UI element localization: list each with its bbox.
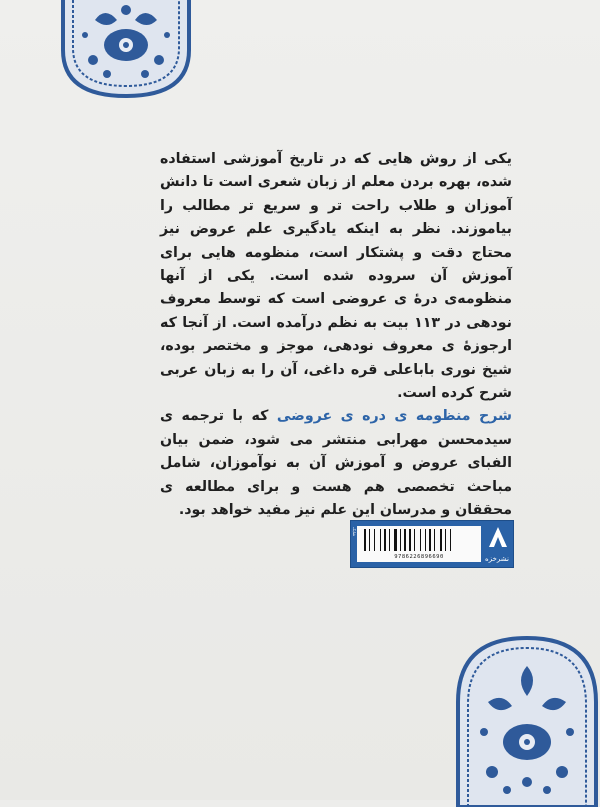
barcode-stripe <box>374 529 375 551</box>
barcode-stripe <box>387 529 388 551</box>
barcode-stripe <box>409 529 411 551</box>
isbn-barcode-block <box>350 520 514 568</box>
floral-ornament-icon <box>452 632 600 807</box>
publisher-name: نشرخزه <box>485 555 509 563</box>
description-paragraph-2-text: که با ترجمه ی سیدمحسن مهرابی منتشر می شود، ضمن بیان الفبای عروض و آموزش آن به نوآموزان، شامل مباحث تخصصی هم هست و برای مطالعه ی محققان و مدرسان این علم نیز مفید خواهد بود. <box>160 408 512 519</box>
barcode-stripe <box>407 529 408 551</box>
barcode-stripe <box>429 529 431 551</box>
isbn-number: 9786226896690 <box>394 554 444 560</box>
barcode-stripe <box>376 529 379 551</box>
barcode-stripe <box>427 529 428 551</box>
barcode-stripe <box>412 529 413 551</box>
barcode <box>357 526 481 562</box>
barcode-stripe <box>382 529 383 551</box>
barcode-stripe <box>404 529 406 551</box>
barcode-stripe <box>389 529 390 551</box>
barcode-stripe <box>450 529 451 551</box>
barcode-stripe <box>452 529 453 551</box>
barcode-stripe <box>416 529 419 551</box>
barcode-stripe <box>443 529 444 551</box>
barcode-stripe <box>425 529 426 551</box>
barcode-stripe <box>367 529 368 551</box>
barcode-stripe <box>447 529 449 551</box>
barcode-stripe <box>436 529 439 551</box>
barcode-stripe <box>402 529 403 551</box>
barcode-stripe <box>434 529 435 551</box>
barcode-stripe <box>398 529 399 551</box>
barcode-stripe <box>432 529 433 551</box>
description-paragraph-1: یکی از روش هایی که در تاریخ آموزشی استفاده شده، بهره بردن معلم از زبان شعری است تا دانش آموزان و طلاب راحت تر و سریع تر مطالب را بیاموزند. نظر به اینکه یادگیری علم عروض نیز محتاج دقت و پشتکار است، منظومه هایی برای آموزش آن سروده شده است. یکی از آنها منظومه‌ی درهٔ ی عروضی است که توسط معروف نودهی در ۱۱۳ بیت به نظم درآمده است. از آنجا که ارجوزهٔ ی معروف نودهی، موجز و مختصر بوده، شیخ نوری باباعلی قره داغی، آن را به زبان عربی شرح کرده است. <box>160 151 512 402</box>
isbn-side-label: شابک <box>352 527 357 537</box>
barcode-stripe <box>391 529 393 551</box>
barcode-bars <box>364 529 474 551</box>
back-cover-description <box>160 148 512 523</box>
barcode-stripe <box>371 529 373 551</box>
book-title-highlight: شرح منظومه ی دره ی عروضی <box>276 408 513 425</box>
description-paragraph-2 <box>160 405 512 522</box>
barcode-stripe <box>422 529 424 551</box>
barcode-stripe <box>440 529 442 551</box>
barcode-stripe <box>394 529 397 551</box>
barcode-stripe <box>380 529 381 551</box>
barcode-stripe <box>420 529 421 551</box>
publisher-logo-icon <box>487 525 509 549</box>
barcode-stripe <box>414 529 415 551</box>
floral-ornament-icon <box>55 0 197 100</box>
barcode-stripe <box>384 529 386 551</box>
barcode-stripe <box>364 529 366 551</box>
barcode-stripe <box>400 529 401 551</box>
barcode-stripe <box>445 529 446 551</box>
barcode-stripe <box>369 529 370 551</box>
